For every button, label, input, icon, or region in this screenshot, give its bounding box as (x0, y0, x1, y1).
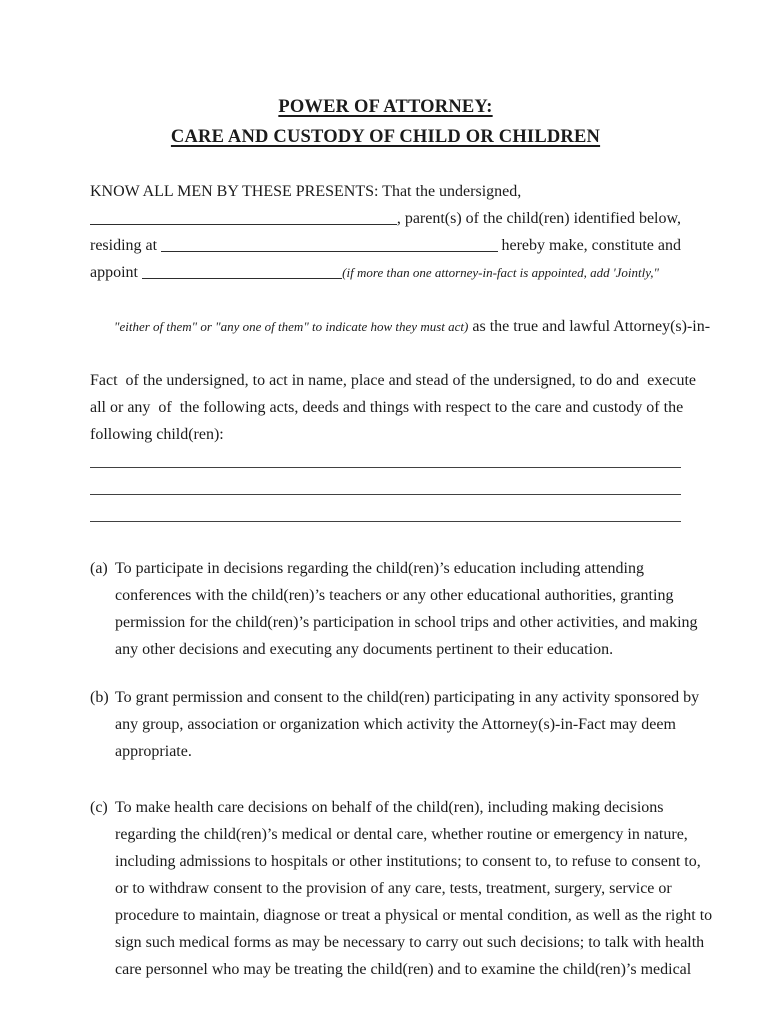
child-names-blank-line-1[interactable] (90, 448, 681, 475)
title-text: POWER OF ATTORNEY: (278, 97, 493, 117)
child-names-blank-section (90, 448, 681, 529)
document-title-line1 (90, 92, 681, 122)
intro-line-1: KNOW ALL MEN BY THESE PRESENTS: That the undersigned, (90, 183, 522, 200)
list-item-text-line: regarding the child(ren)’s medical or dental care, whether routine or emergency in nature, (115, 826, 688, 843)
title-text: CARE AND CUSTODY OF CHILD OR CHILDREN (170, 127, 601, 147)
intro-line-5-italic-note: "either of them" or "any one of them" to indicate how they must act) (114, 319, 469, 334)
intro-line-4-italic-note: (if more than one attorney-in-fact is appointed, add 'Jointly," (342, 265, 659, 280)
list-item-b-label: (b) (90, 689, 109, 706)
intro-line-4 (90, 259, 681, 286)
residing-address-blank-field[interactable] (161, 251, 497, 252)
list-item-text-line: or to withdraw consent to the provision of any care, tests, treatment, surgery, service or (115, 880, 672, 897)
list-item-text-line: permission for the child(ren)’s participation in school trips and other activities, and making (115, 614, 698, 631)
list-item-text-line: any other decisions and executing any documents pertinent to their education. (115, 641, 614, 658)
intro-line-7: all or any of the following acts, deeds and things with respect to the care and custody of the (90, 399, 684, 416)
intro-line-3-post: hereby make, constitute and (497, 237, 681, 254)
list-item-text-line: any group, association or organization which activity the Attorney(s)-in-Fact may deem (115, 716, 676, 733)
powers-list (90, 555, 713, 983)
child-names-blank-line-2[interactable] (90, 475, 681, 502)
intro-line-4-pre: appoint (90, 264, 142, 281)
list-item-text-line: appropriate. (115, 743, 192, 760)
list-item-a-label: (a) (90, 560, 108, 577)
intro-line-5 (90, 286, 711, 367)
list-item-a (90, 555, 698, 663)
intro-line-6: Fact of the undersigned, to act in name, place and stead of the undersigned, to do and execute (90, 372, 697, 389)
list-item-text-line: To grant permission and consent to the child(ren) participating in any activity sponsored by (115, 689, 700, 706)
list-item-text-line: procedure to maintain, diagnose or treat a physical or mental condition, as well as the right to (115, 907, 713, 924)
appointee-name-blank-field[interactable] (142, 278, 342, 279)
intro-paragraph (90, 178, 711, 448)
intro-line-2 (90, 205, 681, 232)
intro-line-8: following child(ren): (90, 426, 224, 443)
intro-line-5-text: as the true and lawful Attorney(s)-in- (468, 318, 711, 335)
parents-names-blank-field[interactable] (90, 224, 397, 225)
list-item-c-label: (c) (90, 799, 108, 816)
list-item-text-line: To participate in decisions regarding the child(ren)’s education including attending (115, 560, 644, 577)
list-item-text-line: including admissions to hospitals or other institutions; to consent to, to refuse to consent to, (115, 853, 701, 870)
list-item-text-line: care personnel who may be treating the child(ren) and to examine the child(ren)’s medical (115, 961, 692, 978)
child-names-blank-line-3[interactable] (90, 502, 681, 529)
intro-line-3-pre: residing at (90, 237, 162, 254)
intro-line-3 (90, 232, 681, 259)
list-item-text-line: conferences with the child(ren)’s teachers or any other educational authorities, granting (115, 587, 674, 604)
list-item-text-line: To make health care decisions on behalf of the child(ren), including making decisions (115, 799, 664, 816)
list-item-c (90, 794, 713, 983)
intro-line-2-text: , parent(s) of the child(ren) identified below, (396, 210, 681, 227)
document-title-line2 (90, 122, 681, 152)
list-item-b (90, 684, 700, 765)
list-item-text-line: sign such medical forms as may be necessary to carry out such decisions; to talk with health (115, 934, 705, 951)
